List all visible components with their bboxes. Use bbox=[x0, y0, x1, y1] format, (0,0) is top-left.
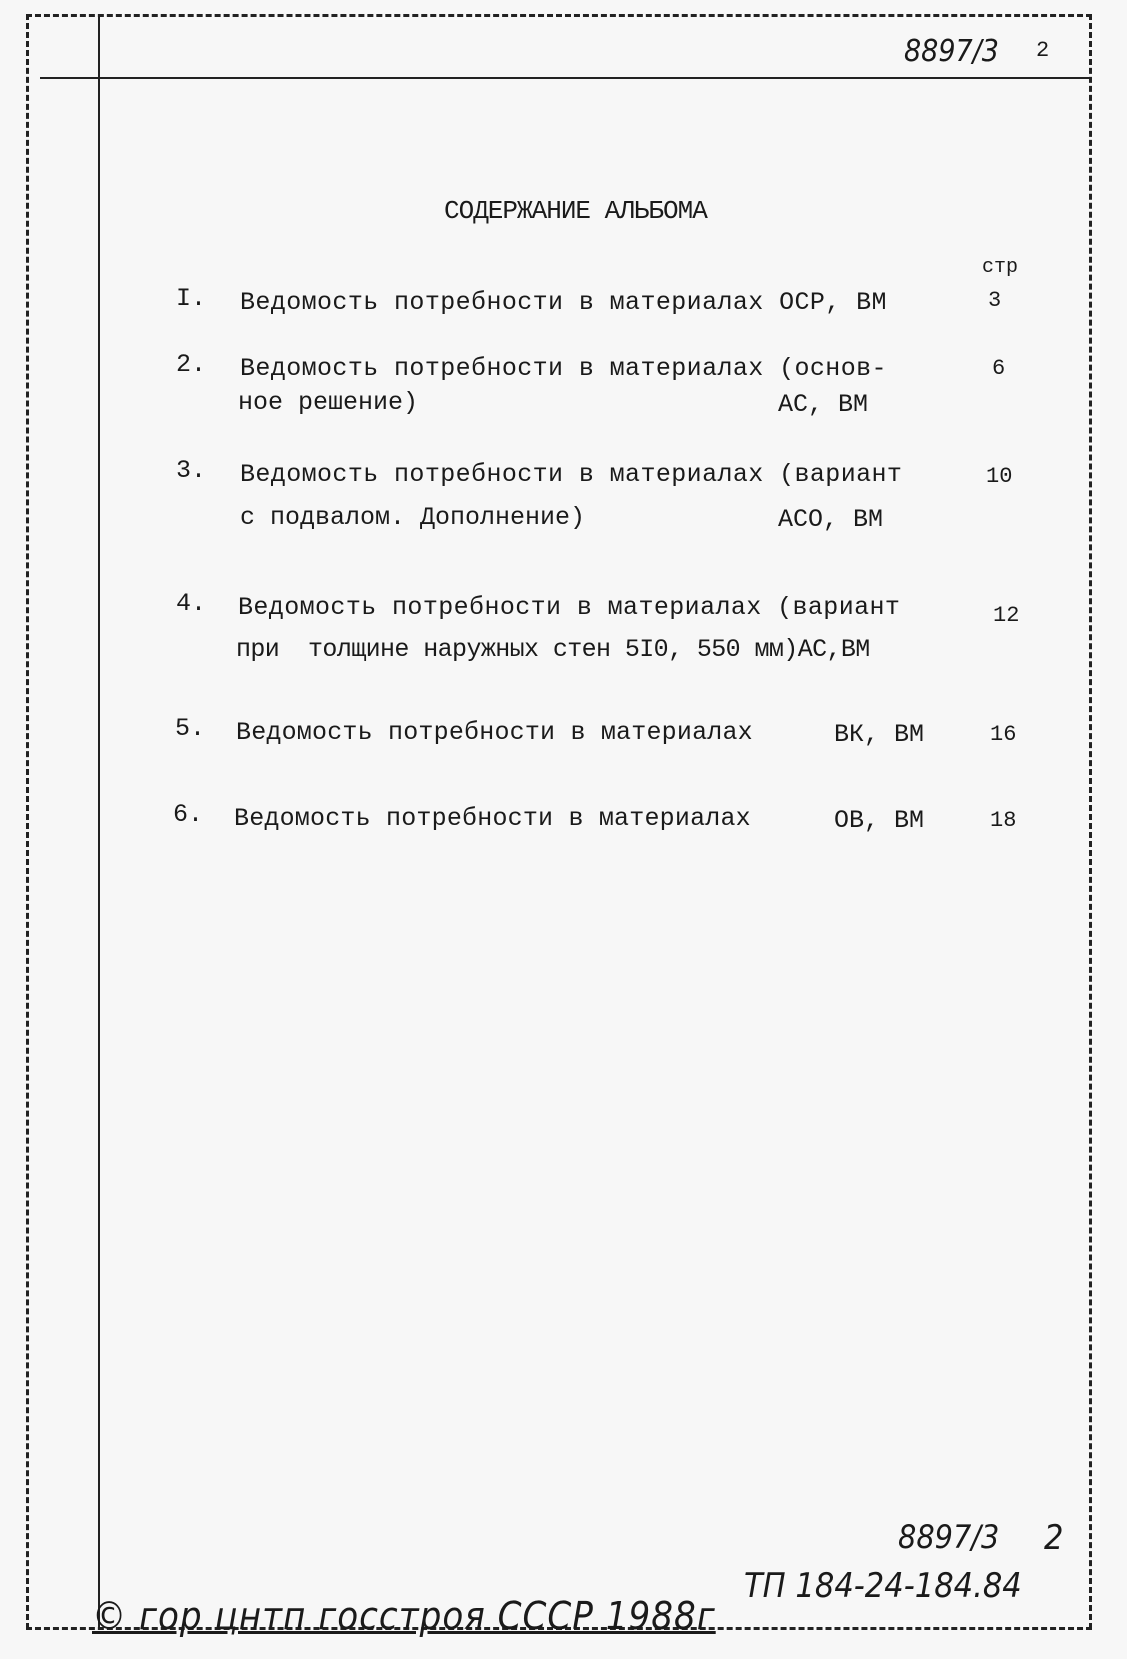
page-title: СОДЕРЖАНИЕ АЛЬБОМА bbox=[444, 196, 707, 226]
item-code: АС, ВМ bbox=[778, 390, 869, 419]
item-text: при толщине наружных стен 5I0, 550 мм)АС,ВМ bbox=[236, 635, 870, 664]
header-doc-number: 8897/3 bbox=[904, 34, 999, 69]
frame-right-dashed bbox=[1089, 14, 1092, 1629]
item-text: Ведомость потребности в материалах (основ- bbox=[240, 354, 887, 383]
item-text: Ведомость потребности в материалах (вариант bbox=[238, 593, 901, 622]
item-text: Ведомость потребности в материалах ОСР, ВМ bbox=[240, 288, 887, 317]
item-number: 6. bbox=[173, 800, 204, 829]
item-number: 5. bbox=[175, 714, 206, 743]
item-text: Ведомость потребности в материалах bbox=[236, 718, 753, 747]
item-text: с подвалом. Дополнение) bbox=[240, 503, 586, 532]
frame-left-dashed bbox=[26, 14, 29, 1629]
item-number: I. bbox=[176, 284, 207, 313]
item-text: Ведомость потребности в материалах bbox=[234, 804, 751, 833]
item-code: АСО, ВМ bbox=[778, 505, 884, 534]
header-line bbox=[40, 77, 1090, 79]
footer-page-number: 2 bbox=[1044, 1518, 1064, 1558]
project-code: ТП 184-24-184.84 bbox=[744, 1566, 1022, 1606]
item-code: ОВ, ВМ bbox=[834, 806, 925, 835]
item-number: 4. bbox=[176, 589, 207, 618]
page-column-label: стр bbox=[982, 256, 1019, 279]
frame-top-dashed bbox=[26, 14, 1092, 17]
item-page: 6 bbox=[992, 356, 1006, 381]
item-number: 3. bbox=[176, 456, 207, 485]
item-page: 16 bbox=[990, 722, 1017, 747]
item-code: ВК, ВМ bbox=[834, 720, 925, 749]
item-text: ное решение) bbox=[238, 388, 419, 417]
item-text: Ведомость потребности в материалах (вариант bbox=[240, 460, 903, 489]
copyright-stamp: © гор цнтп госстроя СССР 1988г bbox=[92, 1594, 716, 1638]
item-number: 2. bbox=[176, 350, 207, 379]
footer-doc-number: 8897/3 bbox=[898, 1518, 1000, 1556]
item-page: 18 bbox=[990, 808, 1017, 833]
binding-margin-line bbox=[98, 14, 100, 1629]
item-page: 12 bbox=[993, 603, 1020, 628]
item-page: 3 bbox=[988, 288, 1002, 313]
header-page-number: 2 bbox=[1036, 38, 1050, 63]
item-page: 10 bbox=[986, 464, 1013, 489]
